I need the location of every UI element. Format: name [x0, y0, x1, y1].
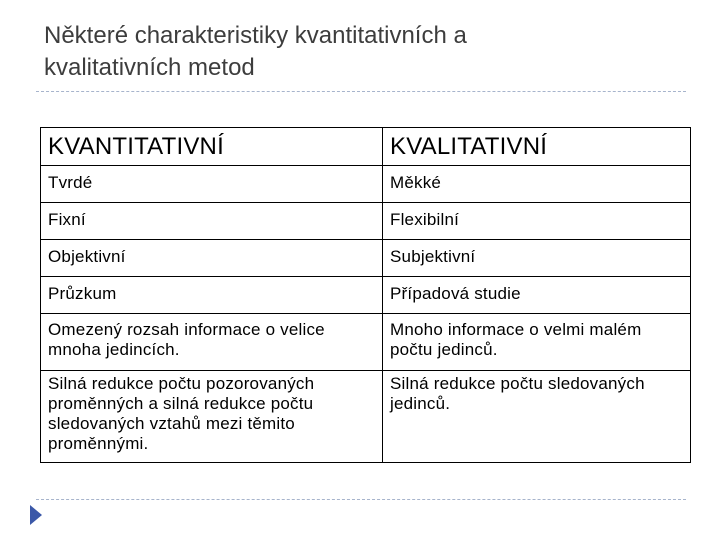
table-cell-qualitative: Silná redukce počtu sledovaných jedinců. — [383, 371, 691, 463]
table-cell-quantitative: Fixní — [41, 203, 383, 240]
table-cell-quantitative: Tvrdé — [41, 166, 383, 203]
comparison-table — [40, 127, 691, 463]
table-row — [41, 203, 691, 240]
table-row — [41, 371, 691, 463]
table-cell-quantitative: Omezený rozsah informace o velice mnoha jedincích. — [41, 314, 383, 371]
top-divider — [36, 91, 686, 92]
table-cell-quantitative: Silná redukce počtu pozorovaných proměnných a silná redukce počtu sledovaných vztahů mezi těmito proměnnými. — [41, 371, 383, 463]
slide-title — [44, 20, 684, 84]
play-arrow-icon — [30, 505, 42, 525]
table-cell-quantitative: Průzkum — [41, 277, 383, 314]
header-quantitative: KVANTITATIVNÍ — [41, 128, 383, 166]
table-header-row — [41, 128, 691, 166]
bottom-divider — [36, 499, 686, 500]
table-row — [41, 277, 691, 314]
table-cell-qualitative: Flexibilní — [383, 203, 691, 240]
slide-title-line-1: Některé charakteristiky kvantitativních a — [44, 22, 467, 49]
table-cell-qualitative: Případová studie — [383, 277, 691, 314]
table-cell-qualitative: Měkké — [383, 166, 691, 203]
table-cell-quantitative: Objektivní — [41, 240, 383, 277]
table-row — [41, 314, 691, 371]
table-cell-qualitative: Subjektivní — [383, 240, 691, 277]
table-cell-qualitative: Mnoho informace o velmi malém počtu jedinců. — [383, 314, 691, 371]
table-row — [41, 240, 691, 277]
slide-title-line-2: kvalitativních metod — [44, 54, 255, 81]
table-row — [41, 166, 691, 203]
header-qualitative: KVALITATIVNÍ — [383, 128, 691, 166]
